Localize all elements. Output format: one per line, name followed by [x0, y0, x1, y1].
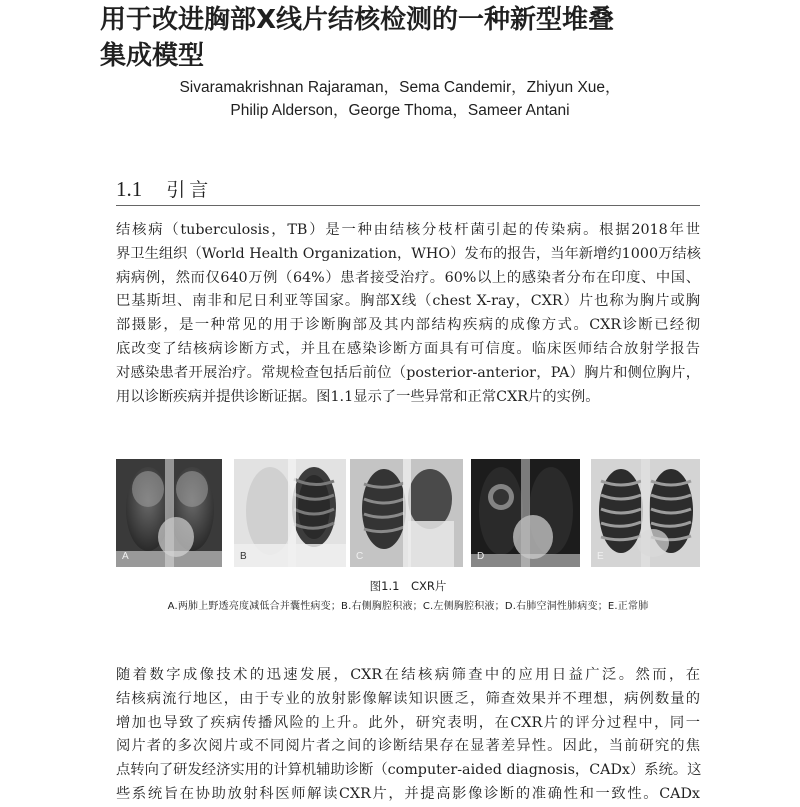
author-line-1: Sivaramakrishnan Rajaraman，Sema Candemir，Zhiyun Xue， — [179, 79, 621, 96]
section-divider — [116, 205, 700, 206]
xray-b — [234, 459, 346, 567]
text-line: 增加也导致了疾病传播风险的上升。此外，研究表明，在CXR片的评分过程中，同一 — [116, 714, 700, 731]
section-number: 1.1 — [116, 177, 143, 201]
figure-1-1 — [116, 459, 700, 567]
xray-d — [471, 459, 580, 567]
panel-label: C — [356, 551, 364, 562]
chapter-title — [100, 2, 700, 74]
author-line-2: Philip Alderson，George Thoma，Sameer Antani — [230, 102, 570, 119]
author-list — [120, 76, 680, 122]
text-line: 对感染患者开展治疗。常规检查包括后前位（posterior-anterior，PA）胸片和侧位胸片， — [116, 364, 700, 381]
section-title: 引言 — [166, 179, 213, 201]
xray-e — [591, 459, 700, 567]
text-line: 巴基斯坦、南非和尼日利亚等国家。胸部X线（chest X-ray，CXR）片也称为胸片或胸 — [116, 293, 700, 310]
text-line: 些系统旨在协助放射科医师解读CXR片，并提高影像诊断的准确性和一致性。CADx — [116, 785, 700, 802]
chapter-title-line-1: 用于改进胸部X线片结核检测的一种新型堆叠 — [100, 5, 615, 35]
intro-paragraph-1 — [116, 219, 700, 409]
text-line: 随着数字成像技术的迅速发展，CXR在结核病筛查中的应用日益广泛。然而，在 — [116, 667, 700, 683]
text-line: 阅片者的多次阅片或不同阅片者之间的诊断结果存在显著差异性。因此，当前研究的焦 — [116, 738, 700, 755]
panel-label: A — [122, 551, 129, 562]
panel-label: B — [240, 551, 247, 562]
text-line: 部摄影，是一种常见的用于诊断胸部及其内部结构疾病的成像方式。CXR诊断已经彻 — [116, 317, 700, 334]
text-line: 界卫生组织（World Health Organization，WHO）发布的报告，当年新增约1000万结核 — [116, 245, 701, 262]
text-line: 病病例，然而仅640万例（64%）患者接受治疗。60%以上的感染者分布在印度、中国、 — [116, 269, 700, 286]
text-line: 用以诊断疾病并提供诊断证据。图1.1显示了一些异常和正常CXR片的实例。 — [116, 388, 600, 405]
xray-c — [350, 459, 463, 567]
text-line: 点转向了研发经济实用的计算机辅助诊断（computer-aided diagnosis，CADx）系统。这 — [116, 762, 702, 779]
panel-label: D — [477, 551, 485, 562]
chapter-title-line-2: 集成模型 — [100, 41, 205, 71]
xray-a — [116, 459, 222, 567]
text-line: 结核病流行地区，由于专业的放射影像解读知识匮乏，筛查效果并不理想，病例数量的 — [116, 690, 700, 707]
section-heading — [116, 175, 212, 202]
text-line: 底改变了结核病诊断方式，并且在感染诊断方面具有可信度。临床医师结合放射学报告 — [116, 340, 700, 357]
intro-paragraph-2 — [116, 664, 700, 807]
panel-label: E — [597, 551, 604, 562]
figure-subcaption: A.两肺上野透亮度减低合并囊性病变；B.右侧胸腔积液；C.左侧胸腔积液；D.右肺空洞性肺病变；E.正常肺 — [167, 601, 649, 612]
text-line: 结核病（tuberculosis，TB）是一种由结核分枝杆菌引起的传染病。根据2018年世 — [116, 222, 700, 238]
figure-caption: 图1.1 CXR片 — [369, 579, 447, 593]
